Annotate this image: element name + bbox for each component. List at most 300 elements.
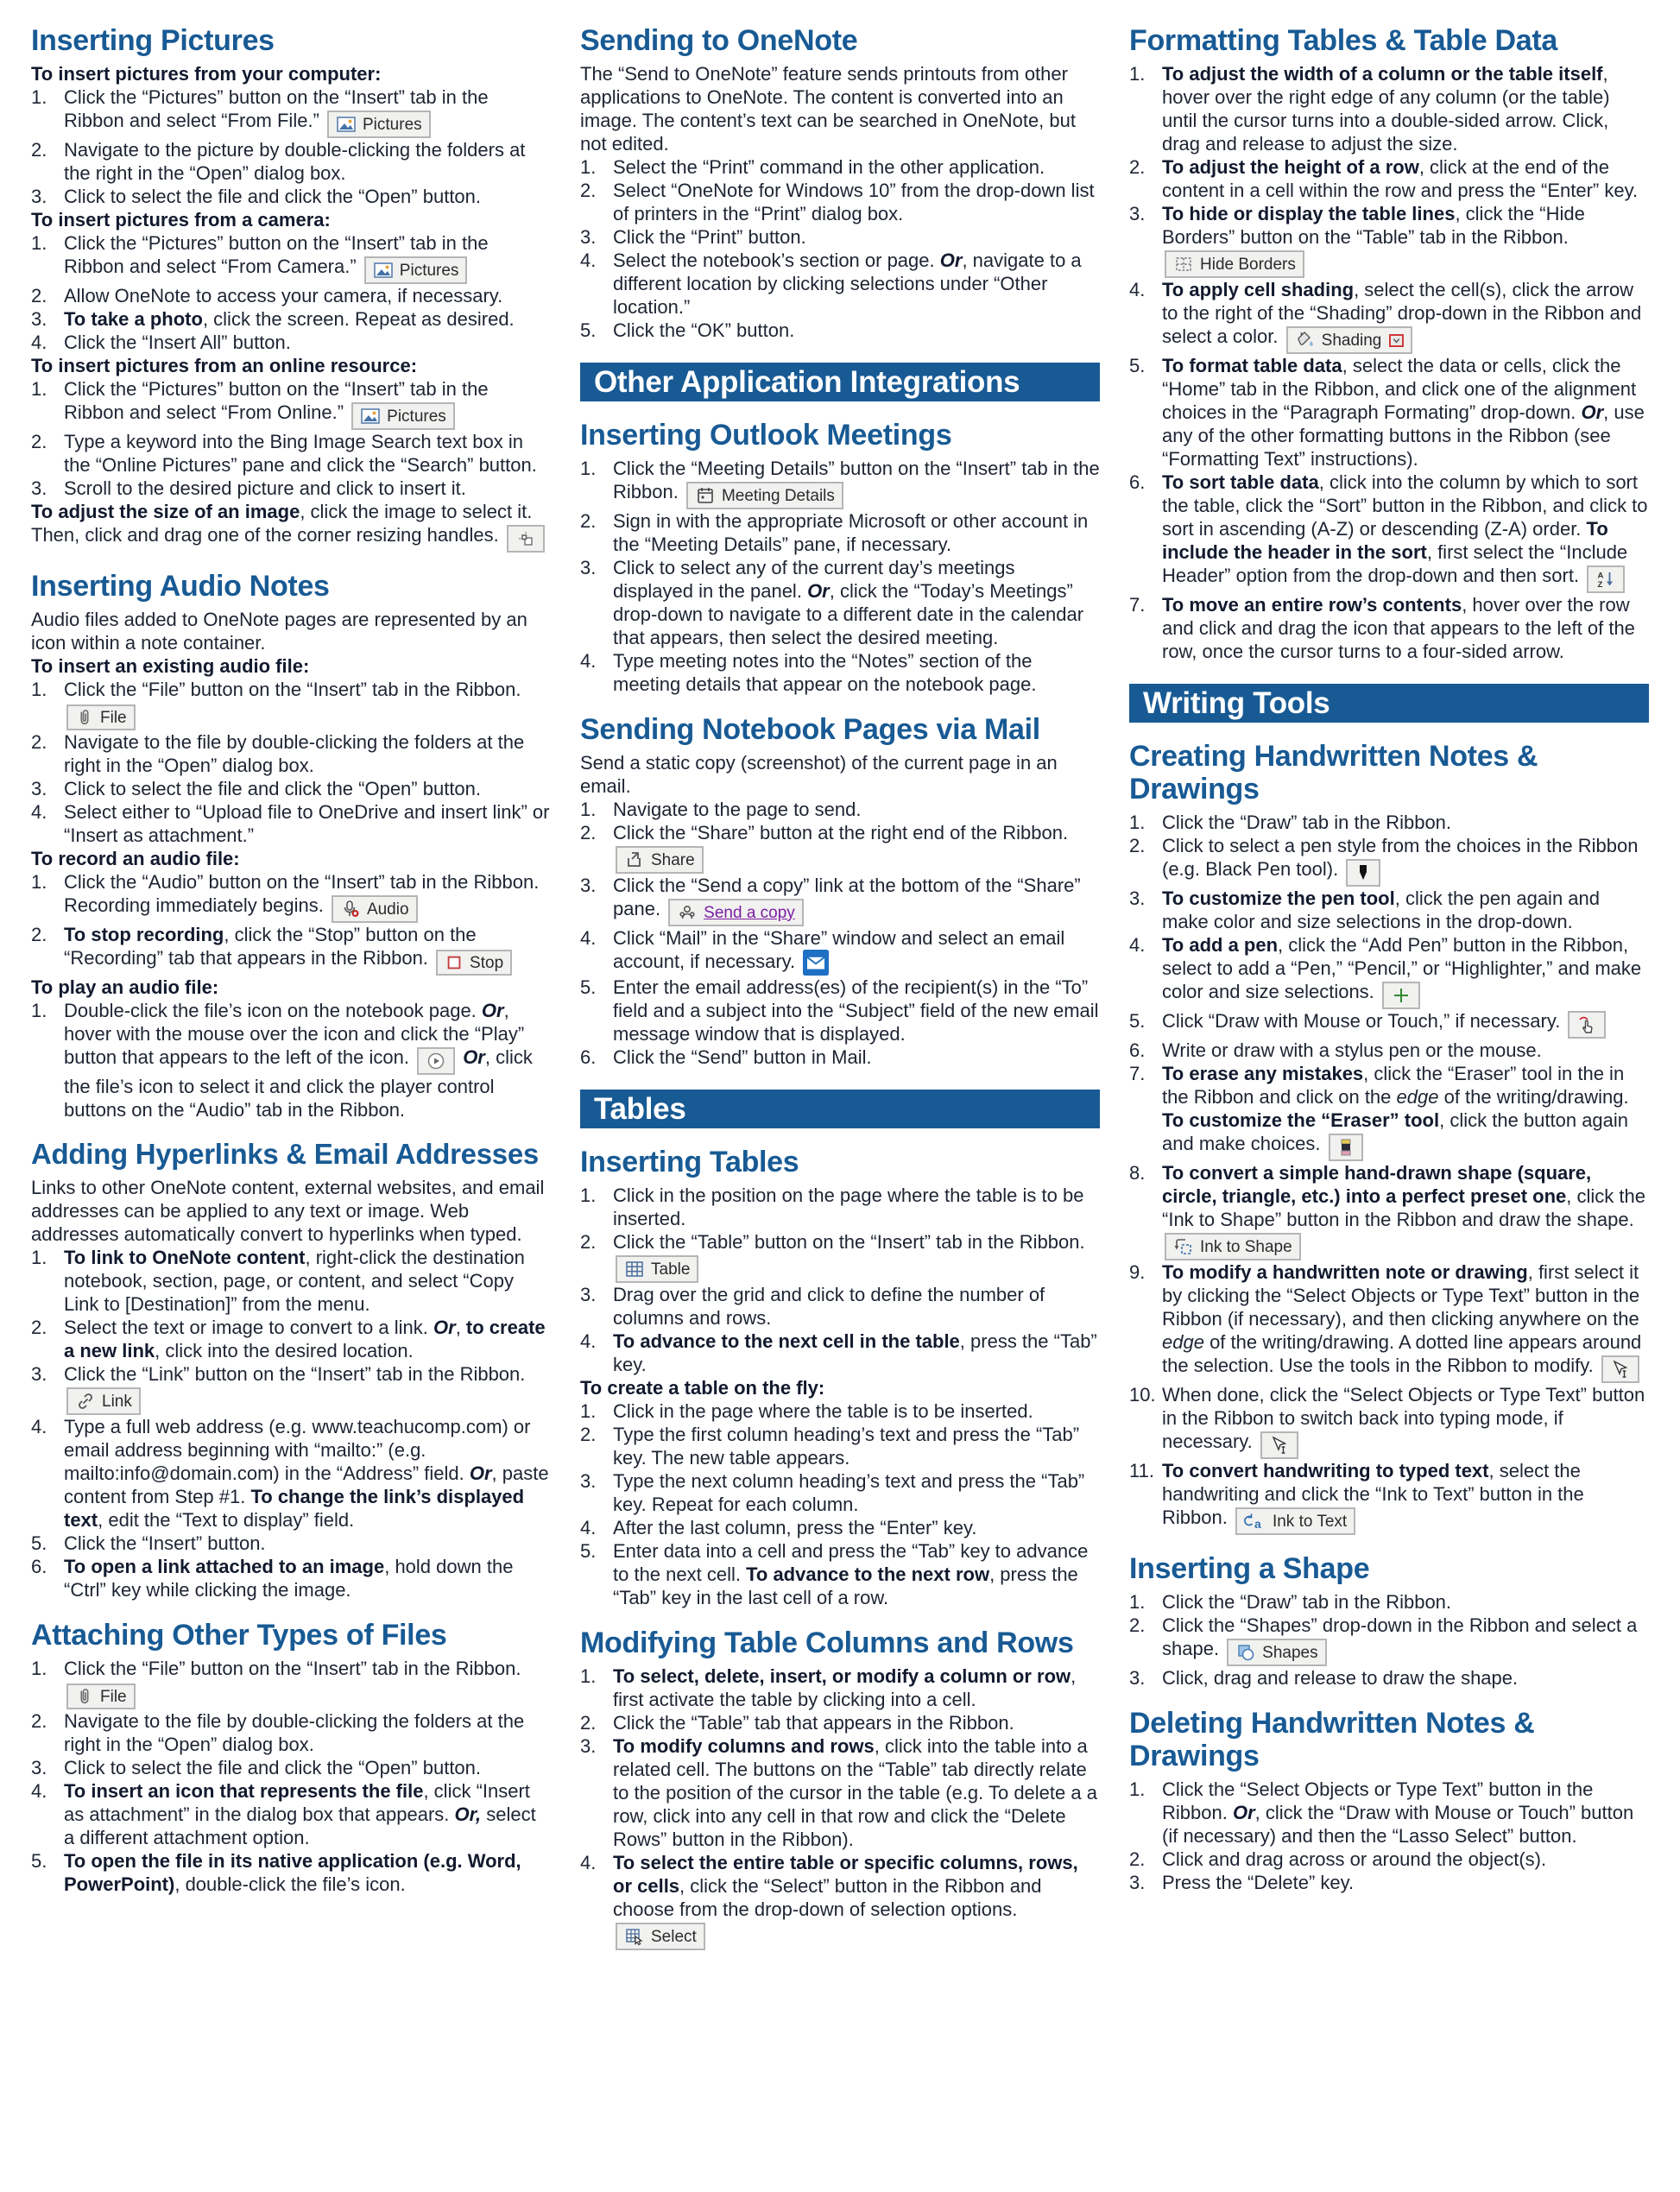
list-item xyxy=(1129,155,1649,202)
send-a-copy-icon xyxy=(677,902,698,923)
list-number: 6. xyxy=(31,1556,47,1578)
list-item xyxy=(1129,1590,1649,1614)
file-icon xyxy=(75,1687,94,1706)
list-number: 1. xyxy=(31,871,47,894)
list-number: 1. xyxy=(1129,63,1146,85)
svg-text:a: a xyxy=(1254,1517,1261,1532)
column-2 xyxy=(580,22,1100,1950)
bold-lead-text: To create a table on the fly: xyxy=(580,1377,825,1399)
pictures-button xyxy=(351,402,455,430)
button-label: Table xyxy=(651,1260,691,1279)
list-item xyxy=(31,307,551,331)
list-text: To link to OneNote content, right-click the destination notebook, section, page, or content, and select “Copy Link to [Destination]” from the menu. xyxy=(64,1247,525,1316)
section-inserting-tables xyxy=(580,1146,1100,1609)
list-item xyxy=(580,1516,1100,1539)
list-text: Select either to “Upload file to OneDrive and insert link” or “Insert as attachment.” xyxy=(64,801,550,847)
list-number: 2. xyxy=(580,1231,597,1254)
list-number: 5. xyxy=(580,319,597,342)
link-icon xyxy=(75,1391,96,1412)
list-text: Select “OneNote for Windows 10” from the drop-down list of printers in the “Print” dialog box. xyxy=(613,180,1095,225)
list-number: 3. xyxy=(1129,1667,1146,1690)
list-text: Click “Mail” in the “Share” window and select an email account, if necessary. xyxy=(613,926,1100,976)
select-objects-button xyxy=(1260,1431,1298,1459)
button-label: Hide Borders xyxy=(1200,255,1296,274)
list-item xyxy=(580,1539,1100,1609)
list-number: 1. xyxy=(31,1000,47,1022)
button-label: Send a copy xyxy=(704,903,795,922)
list-item xyxy=(31,430,551,477)
list-number: 11. xyxy=(1129,1460,1154,1482)
list-number: 3. xyxy=(31,1757,47,1779)
list-number: 2. xyxy=(31,285,47,307)
table-icon xyxy=(624,1259,645,1279)
list-item xyxy=(31,1415,551,1532)
share-button xyxy=(616,846,704,874)
list-item xyxy=(1129,1039,1649,1062)
list-number: 3. xyxy=(31,186,47,208)
list-text: Select the text or image to convert to a link. Or, to create a new link, click into the desired location. xyxy=(64,1317,546,1362)
pictures-icon xyxy=(336,114,357,135)
list-text: Press the “Delete” key. xyxy=(1162,1872,1355,1894)
list-text: Click to select the file and click the “Open” button. xyxy=(64,186,482,208)
list-number: 1. xyxy=(1129,812,1146,834)
list-number: 5. xyxy=(31,1532,47,1555)
list-number: 4. xyxy=(1129,279,1146,301)
list-item xyxy=(1129,933,1649,1009)
paragraph-text: Links to other OneNote content, external websites, and email addresses can be applied to any text or image. Web addresses automatically convert to hyperlinks when typed. xyxy=(31,1177,545,1246)
bold-lead-text: To play an audio file: xyxy=(31,976,219,999)
section-title: Sending Notebook Pages via Mail xyxy=(580,713,1040,747)
list-number: 3. xyxy=(580,1284,597,1306)
list-number: 1. xyxy=(1129,1778,1146,1801)
section-title: Adding Hyperlinks & Email Addresses xyxy=(31,1139,539,1171)
list-number: 3. xyxy=(580,1470,597,1493)
list-item xyxy=(1129,1062,1649,1161)
list-item xyxy=(31,678,551,730)
list-text: Click the “Print” button. xyxy=(613,226,806,249)
list-text: To erase any mistakes, click the “Eraser” tool in the in the Ribbon and click on the edge of the writing/drawing. To customize the “Eraser” tool, click the button again and make choices. xyxy=(1162,1062,1649,1161)
list-item xyxy=(1129,202,1649,278)
list-number: 1. xyxy=(580,156,597,179)
list-text: To open the file in its native application (e.g. Word, PowerPoint), double-click the file’s icon. xyxy=(64,1850,521,1896)
list-text: To open a link attached to an image, hold down the “Ctrl” key while clicking the image. xyxy=(64,1556,514,1601)
button-label: Share xyxy=(651,850,695,869)
list-item xyxy=(580,225,1100,249)
list-item xyxy=(1129,471,1649,593)
list-text: Click the “Insert All” button. xyxy=(64,332,291,354)
list-item xyxy=(31,1779,551,1849)
list-number: 2. xyxy=(31,1710,47,1733)
list-text: Type a full web address (e.g. www.teachucomp.com) or email address beginning with “mailto:” (e.g. mailto:info@domain.com) in the “Address” field. Or, paste content from Step #1. To change the link’s displayed text, edit the “Text to display” field. xyxy=(64,1416,549,1532)
list-text: Click the “Link” button on the “Insert” tab in the Ribbon. Link xyxy=(64,1362,551,1415)
section-inserting-audio-notes xyxy=(31,570,551,1121)
plus-icon xyxy=(1391,985,1412,1006)
list-text: Click to select the file and click the “Open” button. xyxy=(64,1757,482,1779)
section-title: Inserting Audio Notes xyxy=(31,570,330,603)
list-number: 1. xyxy=(31,1658,47,1680)
list-item xyxy=(1129,1009,1649,1039)
list-text: To stop recording, click the “Stop” button on the “Recording” tab that appears in the Ribbon. Stop xyxy=(64,923,551,976)
list-item xyxy=(580,821,1100,874)
section-title: Attaching Other Types of Files xyxy=(31,1619,447,1652)
list-item xyxy=(580,319,1100,342)
button-label: File xyxy=(100,1687,127,1706)
eraser-icon xyxy=(1337,1137,1355,1158)
button-label: Stop xyxy=(470,953,504,972)
button-label: Pictures xyxy=(363,115,422,134)
list-text: Click “Draw with Mouse or Touch,” if necessary. xyxy=(1162,1009,1649,1039)
bold-lead-text: To record an audio file: xyxy=(31,848,240,870)
section-modifying-table-columns-and-rows xyxy=(580,1627,1100,1950)
list-number: 1. xyxy=(1129,1591,1146,1614)
list-text: Click the “Pictures” button on the “Insert” tab in the Ribbon and select “From Camera.” Pictures xyxy=(64,231,551,284)
list-item xyxy=(31,185,551,208)
list-text: Drag over the grid and click to define the number of columns and rows. xyxy=(613,1284,1045,1330)
button-label: Pictures xyxy=(387,407,446,426)
list-number: 5. xyxy=(580,976,597,999)
list-item xyxy=(1129,811,1649,834)
sort-az-button xyxy=(1587,565,1625,593)
list-item xyxy=(580,1399,1100,1423)
list-text: Type meeting notes into the “Notes” section of the meeting details that appear on the notebook page. xyxy=(613,650,1037,696)
paragraph-text: The “Send to OneNote” feature sends printouts from other applications to OneNote. The content is converted into an image. The content’s text can be searched in OneNote, but not edited. xyxy=(580,63,1076,155)
list-number: 2. xyxy=(1129,156,1146,179)
list-number: 4. xyxy=(31,1780,47,1803)
list-text: To add a pen, click the “Add Pen” button in the Ribbon, select to add a “Pen,” “Pencil,” or “Highlighter,” and make color and size selections. xyxy=(1162,933,1649,1009)
list-item xyxy=(580,1851,1100,1950)
button-label: Shapes xyxy=(1262,1643,1318,1662)
list-number: 2. xyxy=(31,924,47,946)
list-number: 4. xyxy=(580,1517,597,1539)
bold-lead-text: To insert pictures from your computer: xyxy=(31,63,382,85)
section-sending-to-onenote xyxy=(580,24,1100,342)
list-text: Click to select the file and click the “Open” button. xyxy=(64,778,482,800)
list-item xyxy=(31,870,551,923)
list-number: 1. xyxy=(31,1247,47,1269)
list-text: Click the “Draw” tab in the Ribbon. xyxy=(1162,812,1452,834)
list-number: 4. xyxy=(580,927,597,950)
list-number: 1. xyxy=(31,232,47,255)
button-label: Shading xyxy=(1321,331,1382,350)
touch-draw-icon xyxy=(1576,1014,1597,1035)
list-number: 7. xyxy=(1129,594,1146,616)
list-text: To insert an icon that represents the file, click “Insert as attachment” in the dialog box that appears. Or, select a different attachment option. xyxy=(64,1780,536,1849)
ink-to-shape-icon xyxy=(1173,1236,1194,1257)
list-item xyxy=(580,1423,1100,1469)
list-item xyxy=(580,1330,1100,1376)
list-item xyxy=(1129,1260,1649,1383)
bold-lead-text: To insert pictures from an online resource: xyxy=(31,355,418,377)
shapes-button xyxy=(1227,1639,1326,1666)
bold-lead-text: To insert pictures from a camera: xyxy=(31,209,331,231)
list-text: To adjust the width of a column or the table itself, hover over the right edge of any column (or the table) until the cursor turns into a double-sided arrow. Click, drag and release to adjust the size. xyxy=(1162,63,1610,155)
list-text: Click the “Insert” button. xyxy=(64,1532,266,1555)
section-title: Modifying Table Columns and Rows xyxy=(580,1627,1074,1660)
list-item xyxy=(31,730,551,777)
resize-button xyxy=(507,525,545,553)
list-item xyxy=(1129,1778,1649,1848)
list-item xyxy=(1129,593,1649,663)
list-number: 5. xyxy=(1129,1010,1146,1033)
eraser-button xyxy=(1329,1134,1363,1161)
list-number: 2. xyxy=(1129,1848,1146,1871)
list-item xyxy=(31,1316,551,1362)
meeting-details-button xyxy=(686,482,843,509)
list-number: 4. xyxy=(1129,934,1146,957)
list-text: Click the “Send” button in Mail. xyxy=(613,1046,872,1069)
list-text: To customize the pen tool, click the pen again and make color and size selections in the drop-down. xyxy=(1162,888,1600,933)
list-number: 1. xyxy=(31,378,47,401)
list-number: 2. xyxy=(580,1712,597,1734)
list-number: 4. xyxy=(580,650,597,673)
list-item xyxy=(1129,1666,1649,1690)
list-text: Enter the email address(es) of the recipient(s) in the “To” field and a subject into the “Subject” field of the new email message window that is displayed. xyxy=(613,976,1099,1045)
stop-button xyxy=(436,950,512,976)
section-formatting-tables-and-table-data xyxy=(1129,24,1649,663)
list-number: 4. xyxy=(580,250,597,272)
list-item xyxy=(580,556,1100,649)
svg-text:A: A xyxy=(1597,571,1604,581)
list-text: To move an entire row’s contents, hover over the row and click and drag the icon that appears to the left of the row, once the cursor turns to a four-sided arrow. xyxy=(1162,594,1635,663)
list-number: 4. xyxy=(31,801,47,824)
button-label: Ink to Text xyxy=(1272,1512,1348,1531)
list-item xyxy=(31,1246,551,1316)
sort-az-icon xyxy=(1595,569,1616,590)
send-a-copy-button xyxy=(668,899,804,926)
paragraph-text: Send a static copy (screenshot) of the current page in an email. xyxy=(580,752,1058,798)
section-inserting-a-shape xyxy=(1129,1552,1649,1690)
section-attaching-other-types-of-files xyxy=(31,1619,551,1896)
list-item xyxy=(580,457,1100,509)
list-text: Click, drag and release to draw the shape. xyxy=(1162,1667,1519,1690)
list-number: 3. xyxy=(580,226,597,249)
mail-button xyxy=(803,950,829,976)
list-text: To sort table data, click into the column by which to sort the table, click the “Sort” button in the Ribbon, and click to sort in ascending (A-Z) or descending (Z-A) order. To include the header in the sort, first select the “Include Header” option from the drop-down and then sort. A Z xyxy=(1162,471,1649,593)
list-item xyxy=(31,923,551,976)
shading-icon xyxy=(1295,330,1316,351)
button-label: Link xyxy=(102,1392,132,1411)
section-title: Inserting Outlook Meetings xyxy=(580,419,952,452)
list-number: 2. xyxy=(1129,835,1146,857)
list-text: Type a keyword into the Bing Image Search text box in the “Online Pictures” pane and click the “Search” button. xyxy=(64,431,537,477)
list-number: 5. xyxy=(31,1850,47,1873)
list-number: 3. xyxy=(1129,888,1146,910)
paragraph-text: Audio files added to OneNote pages are represented by an icon within a note container. xyxy=(31,609,527,654)
list-item xyxy=(580,1711,1100,1734)
section-inserting-pictures xyxy=(31,24,551,553)
resize-icon xyxy=(515,528,536,549)
list-item xyxy=(31,1362,551,1415)
button-label: File xyxy=(100,708,127,727)
list-text: Click the “Audio” button on the “Insert” tab in the Ribbon. Recording immediately begins. Audio xyxy=(64,870,551,923)
list-text: Double-click the file’s icon on the notebook page. Or, hover with the mouse over the icon and click the “Play” button that appears to the left of the icon. Or, click the file’s icon to select it and click the player control buttons on the “Audio” tab in the Ribbon. xyxy=(64,1000,533,1121)
list-item xyxy=(580,1045,1100,1069)
list-item xyxy=(580,976,1100,1045)
list-text: Select the notebook’s section or page. Or, navigate to a different location by clicking selections under “Other location.” xyxy=(613,250,1082,319)
list-text: Click the “File” button on the “Insert” tab in the Ribbon. File xyxy=(64,1657,551,1709)
list-number: 2. xyxy=(1129,1614,1146,1637)
list-item xyxy=(31,85,551,138)
list-item xyxy=(580,926,1100,976)
pen-icon xyxy=(1355,862,1372,883)
pictures-icon xyxy=(373,260,394,281)
list-item xyxy=(580,249,1100,319)
list-text: Select the “Print” command in the other application. xyxy=(613,156,1045,179)
list-number: 3. xyxy=(1129,203,1146,225)
pen-button xyxy=(1346,859,1380,887)
list-number: 2. xyxy=(31,731,47,754)
table-button xyxy=(616,1255,698,1283)
list-text: Click and drag across or around the object(s). xyxy=(1162,1848,1547,1871)
list-number: 5. xyxy=(580,1540,597,1563)
button-label: Select xyxy=(651,1927,697,1946)
shading-button xyxy=(1286,326,1413,354)
section-inserting-outlook-meetings xyxy=(580,419,1100,696)
list-text: To hide or display the table lines, click the “Hide Borders” button on the “Table” tab in the Ribbon. Hide Borders xyxy=(1162,202,1649,278)
list-number: 3. xyxy=(31,477,47,500)
share-icon xyxy=(624,850,645,870)
list-item xyxy=(580,874,1100,926)
list-item xyxy=(1129,354,1649,471)
list-item xyxy=(31,231,551,284)
list-item xyxy=(580,1665,1100,1711)
list-text: Click the “Shapes” drop-down in the Ribbon and select a shape. Shapes xyxy=(1162,1614,1649,1666)
list-number: 2. xyxy=(31,139,47,161)
play-icon xyxy=(426,1051,446,1071)
list-item xyxy=(31,1709,551,1756)
list-number: 1. xyxy=(580,1184,597,1207)
list-number: 2. xyxy=(31,1317,47,1339)
list-item xyxy=(31,1756,551,1779)
list-text: Write or draw with a stylus pen or the mouse. xyxy=(1162,1039,1542,1062)
list-text: Navigate to the page to send. xyxy=(613,799,862,821)
ink-to-text-button xyxy=(1235,1507,1355,1535)
list-text: Click the “File” button on the “Insert” tab in the Ribbon. File xyxy=(64,678,551,730)
list-item xyxy=(31,1555,551,1601)
hide-borders-icon xyxy=(1173,254,1194,275)
list-text: To convert a simple hand-drawn shape (square, circle, triangle, etc.) into a perfect preset one, click the “Ink to Shape” button in the Ribbon and draw the shape. Ink to Shape xyxy=(1162,1161,1649,1260)
list-number: 1. xyxy=(580,1665,597,1688)
plus-button xyxy=(1382,982,1420,1009)
list-text: To advance to the next cell in the table, press the “Tab” key. xyxy=(613,1330,1097,1376)
list-number: 9. xyxy=(1129,1261,1146,1284)
section-title: Inserting Pictures xyxy=(31,24,275,57)
pictures-button xyxy=(327,111,431,138)
list-text: Click the “Select Objects or Type Text” button in the Ribbon. Or, click the “Draw with Mouse or Touch” button (if necessary) and then the “Lasso Select” button. xyxy=(1162,1778,1634,1848)
file-icon xyxy=(75,708,94,727)
select-objects-button xyxy=(1601,1355,1639,1383)
list-number: 3. xyxy=(580,1735,597,1758)
list-text: Type the first column heading’s text and press the “Tab” key. The new table appears. xyxy=(613,1424,1080,1469)
play-button xyxy=(417,1047,455,1075)
list-item xyxy=(31,1849,551,1896)
list-number: 4. xyxy=(31,332,47,354)
list-item xyxy=(580,649,1100,696)
list-text: Navigate to the file by double-clicking the folders at the right in the “Open” dialog box. xyxy=(64,731,525,777)
hide-borders-button xyxy=(1165,250,1304,278)
banner-other-application-integrations: Other Application Integrations xyxy=(580,363,1100,401)
list-number: 1. xyxy=(31,679,47,701)
ink-to-shape-button xyxy=(1165,1233,1301,1260)
svg-text:Z: Z xyxy=(1597,580,1603,591)
list-text: Click the “OK” button. xyxy=(613,319,795,342)
section-title: Creating Handwritten Notes & Drawings xyxy=(1129,740,1538,806)
list-number: 2. xyxy=(580,510,597,533)
list-item xyxy=(580,179,1100,225)
list-text: Click the “Send a copy” link at the bottom of the “Share” pane. Send a copy xyxy=(613,874,1100,926)
pictures-button xyxy=(364,256,468,284)
list-text: Click the “Pictures” button on the “Insert” tab in the Ribbon and select “From Online.” Pictures xyxy=(64,377,551,430)
list-number: 4. xyxy=(580,1330,597,1353)
list-item xyxy=(580,1283,1100,1330)
list-text: To adjust the height of a row, click at the end of the content in a cell within the row and press the “Enter” key. xyxy=(1162,156,1639,202)
list-text: Allow OneNote to access your camera, if necessary. xyxy=(64,285,503,307)
list-number: 3. xyxy=(31,778,47,800)
list-number: 1. xyxy=(580,1400,597,1423)
list-text: To convert handwriting to typed text, select the handwriting and click the “Ink to Text” button in the Ribbon. a Ink to Text xyxy=(1162,1459,1649,1535)
list-number: 6. xyxy=(580,1046,597,1069)
list-number: 10. xyxy=(1129,1384,1156,1406)
list-item xyxy=(1129,1383,1649,1459)
audio-button xyxy=(332,895,418,923)
select-objects-icon xyxy=(1610,1359,1631,1380)
list-text: To modify a handwritten note or drawing, first select it by clicking the “Select Objects or Type Text” button in the Ribbon (if necessary), and then clicking anywhere on the edge of the writing/drawing. A dotted line appears around the selection. Use the tools in the Ribbon to modify. xyxy=(1162,1260,1649,1383)
ink-to-text-icon xyxy=(1244,1511,1266,1532)
list-text: Type the next column heading’s text and press the “Tab” key. Repeat for each column. xyxy=(613,1470,1085,1516)
touch-draw-button xyxy=(1568,1011,1606,1039)
list-text: Click the “Table” tab that appears in the Ribbon. xyxy=(613,1712,1014,1734)
section-title: Inserting Tables xyxy=(580,1146,799,1179)
list-number: 1. xyxy=(580,799,597,821)
button-label: Audio xyxy=(366,900,409,919)
list-text: Click to select any of the current day’s meetings displayed in the panel. Or, click the “Today’s Meetings” drop-down to navigate to a different date in the calendar that appears, then select the desired meeting. xyxy=(613,557,1084,649)
list-item xyxy=(31,284,551,307)
list-text: Navigate to the picture by double-clicking the folders at the right in the “Open” dialog box. xyxy=(64,139,526,185)
list-item xyxy=(31,477,551,500)
list-number: 2. xyxy=(580,180,597,202)
section-deleting-handwritten-notes-and-drawings xyxy=(1129,1707,1649,1894)
section-title: Inserting a Shape xyxy=(1129,1552,1370,1586)
list-text: Click the “Table” button on the “Insert” tab in the Ribbon. Table xyxy=(613,1230,1100,1283)
list-number: 6. xyxy=(1129,471,1146,494)
list-item xyxy=(31,1532,551,1555)
list-item xyxy=(1129,62,1649,155)
list-number: 1. xyxy=(31,86,47,109)
list-item xyxy=(31,800,551,847)
list-item xyxy=(580,155,1100,179)
list-text: To apply cell shading, select the cell(s), click the arrow to the right of the “Shading” drop-down in the Ribbon and select a color. Shading xyxy=(1162,278,1649,354)
file-button xyxy=(66,704,136,730)
section-title: Sending to OneNote xyxy=(580,24,858,57)
list-text: To take a photo, click the screen. Repeat as desired. xyxy=(64,308,515,331)
list-text: To format table data, select the data or cells, click the “Home” tab in the Ribbon, and click one of the alignment choices in the “Paragraph Formating” drop-down. Or, use any of the other formatting buttons in the Ribbon (see “Formatting Text” instructions). xyxy=(1162,355,1645,471)
list-number: 3. xyxy=(31,308,47,331)
list-text: Sign in with the appropriate Microsoft or other account in the “Meeting Details” pane, if necessary. xyxy=(613,510,1089,556)
dropdown-arrow-icon xyxy=(1389,334,1404,347)
list-number: 4. xyxy=(580,1852,597,1874)
list-text: Scroll to the desired picture and click to insert it. xyxy=(64,477,466,500)
bold-lead-text: To insert an existing audio file: xyxy=(31,655,310,678)
list-number: 2. xyxy=(31,431,47,453)
list-text: To modify columns and rows, click into the table into a related cell. The buttons on the “Table” tab directly relate to the position of the cursor in the table (e.g. To delete a a row, click into any cell in that row and click the “Delete Rows” button in the Ribbon). xyxy=(613,1735,1097,1851)
list-text: Click the “Draw” tab in the Ribbon. xyxy=(1162,1591,1452,1614)
section-sending-notebook-pages-via-mail xyxy=(580,713,1100,1069)
list-text: Navigate to the file by double-clicking the folders at the right in the “Open” dialog box. xyxy=(64,1710,525,1756)
section-title: Formatting Tables & Table Data xyxy=(1129,24,1558,57)
list-item xyxy=(31,377,551,430)
file-button xyxy=(66,1683,136,1709)
list-number: 3. xyxy=(580,557,597,579)
